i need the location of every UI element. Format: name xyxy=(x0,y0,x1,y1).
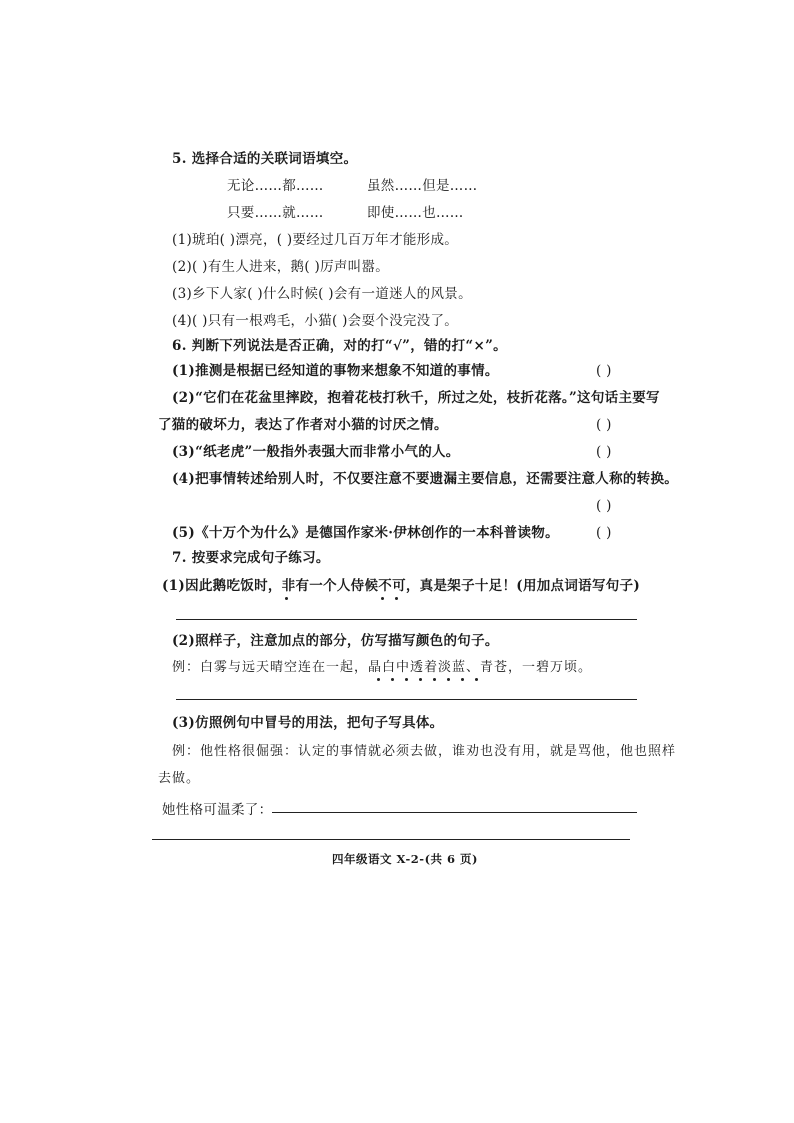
q7-sub2: (2)照样子，注意加点的部分，仿写描写颜色的句子。 xyxy=(172,633,499,649)
answer-line-q7-2[interactable] xyxy=(176,699,637,700)
q6-answer-bracket-3[interactable]: ( ) xyxy=(596,444,612,460)
q7-sub3-prompt: 她性格可温柔了： xyxy=(162,802,273,818)
q5-option-wulun: 无论……都…… xyxy=(227,178,324,194)
q6-item-2-line1: (2)“它们在花盆里摔跤，抱着花枝打秋千，所过之处，枝折花落。”这句话主要写 xyxy=(172,390,660,406)
q5-item-1: (1)琥珀( )漂亮，( )要经过几百万年才能形成。 xyxy=(172,232,459,248)
answer-line-q7-3b[interactable] xyxy=(152,839,630,840)
emphasis-dot xyxy=(377,678,380,681)
answer-line-q7-3a[interactable] xyxy=(272,812,637,813)
q6-item-3: (3)“纸老虎”一般指外表强大而非常小气的人。 xyxy=(172,444,460,460)
emphasis-dot xyxy=(395,597,398,600)
q6-answer-bracket-4[interactable]: ( ) xyxy=(596,498,612,514)
q7-title: 7. 按要求完成句子练习。 xyxy=(172,550,330,566)
q7-sub3-example-line1: 例：他性格很倔强：认定的事情就必须去做，谁劝也没有用，就是骂他，他也照样 xyxy=(172,744,677,759)
q6-item-5: (5)《十万个为什么》是德国作家米·伊林创作的一本科普读物。 xyxy=(172,525,559,541)
emphasis-dot xyxy=(381,597,384,600)
q7-sub3: (3)仿照例句中冒号的用法，把句子写具体。 xyxy=(172,715,444,731)
q6-item-4: (4)把事情转述给别人时，不仅要注意不要遗漏主要信息，还需要注意人称的转换。 xyxy=(172,471,679,487)
q5-option-zhiyao: 只要……就…… xyxy=(227,205,324,221)
q6-item-2-line2: 了猫的破坏力，表达了作者对小猫的讨厌之情。 xyxy=(158,417,448,433)
q6-item-1: (1)推测是根据已经知道的事物来想象不知道的事情。 xyxy=(172,363,499,379)
emphasis-dot xyxy=(391,678,394,681)
page-footer: 四年级语文 X-2-(共 6 页) xyxy=(332,852,478,866)
q5-item-4: (4)( )只有一根鸡毛，小猫( )会耍个没完没了。 xyxy=(172,313,459,329)
q6-answer-bracket-5[interactable]: ( ) xyxy=(596,525,612,541)
emphasis-dot xyxy=(433,678,436,681)
q6-answer-bracket-2[interactable]: ( ) xyxy=(596,417,612,433)
q6-answer-bracket-1[interactable]: ( ) xyxy=(596,363,612,379)
answer-line-q7-1[interactable] xyxy=(176,619,637,620)
q7-sub3-example-line2: 去做。 xyxy=(158,771,201,786)
emphasis-dot xyxy=(419,678,422,681)
emphasis-dot xyxy=(461,678,464,681)
emphasis-dot xyxy=(447,678,450,681)
q6-title: 6. 判断下列说法是否正确，对的打“√”，错的打“×”。 xyxy=(172,338,507,354)
emphasis-dot xyxy=(475,678,478,681)
q5-title: 5. 选择合适的关联词语填空。 xyxy=(172,151,358,167)
emphasis-dot xyxy=(285,597,288,600)
q5-item-2: (2)( )有生人进来，鹅( )厉声叫嚣。 xyxy=(172,259,390,275)
q5-item-3: (3)乡下人家( )什么时候( )会有一道迷人的风景。 xyxy=(172,286,472,302)
q7-sub2-example: 例：白雾与远天晴空连在一起，晶白中透着淡蓝、青苍，一碧万顷。 xyxy=(172,660,593,675)
q5-option-suiran: 虽然……但是…… xyxy=(367,178,478,194)
q7-sub1: (1)因此鹅吃饭时，非有一个人侍候不可，真是架子十足！(用加点词语写句子) xyxy=(162,578,641,594)
emphasis-dot xyxy=(405,678,408,681)
q5-option-jishi: 即使……也…… xyxy=(367,205,464,221)
